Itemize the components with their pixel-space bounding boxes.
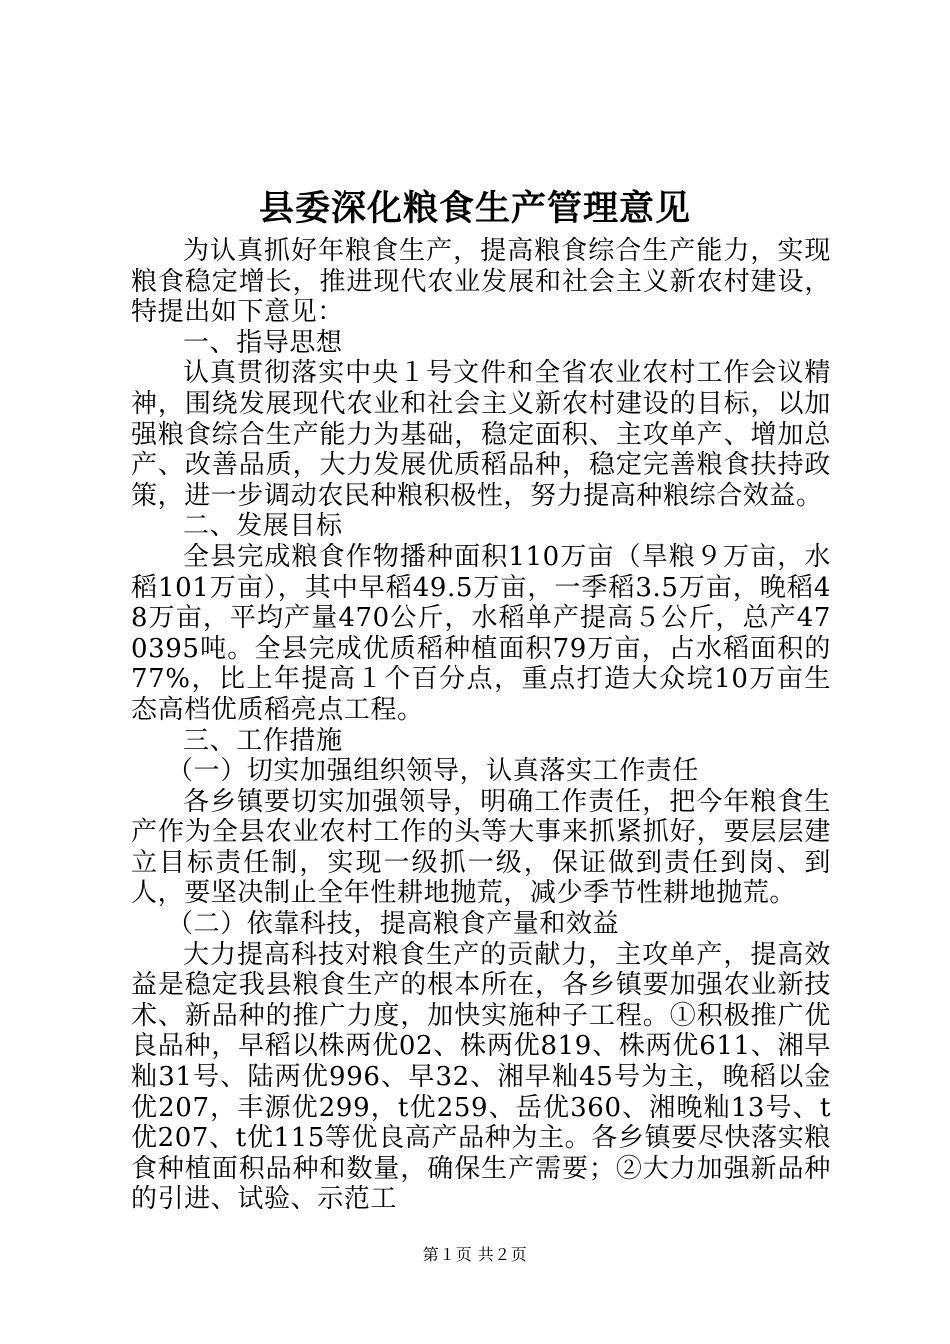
- science-technology-paragraph: 大力提高科技对粮食生产的贡献力，主攻单产，提高效益是稳定我县粮食生产的根本所在，各乡镇要加强农业新技术、新品种的推广力度，加快实施种子工程。①积极推广优良品种，早稻以株两优02、株两优819、株两优611、湘早籼31号、陆两优996、早32、湘早籼45号为主，晚稻以金优207，丰源优299，t优259、岳优360、湘晚籼13号、t优207、t优115等优良高产品种为主。各乡镇要尽快落实粮食种植面积品种和数量，确保生产需要；②大力加强新品种的引进、试验、示范工: [131, 939, 831, 1215]
- page-number-footer: 第１页 共２页: [422, 1245, 528, 1264]
- intro-paragraph: 为认真抓好年粮食生产，提高粮食综合生产能力，实现粮食稳定增长，推进现代农业发展和社会主义新农村建设，特提出如下意见：: [131, 236, 831, 328]
- section-heading-work-measures: 三、工作措施: [183, 725, 343, 756]
- development-goals-paragraph: 全县完成粮食作物播种面积110万亩（旱粮９万亩，水稻101万亩），其中早稻49.5万亩，一季稻3.5万亩，晚稻48万亩，平均产量470公斤，水稻单产提高５公斤，总产470395吨。全县完成优质稻种植面积79万亩，占水稻面积的77%，比上年提高１个百分点，重点打造大众垸10万亩生态高档优质稻亮点工程。: [131, 541, 831, 725]
- organization-leadership-paragraph: 各乡镇要切实加强领导，明确工作责任，把今年粮食生产作为全县农业农村工作的头等大事来抓紧抓好，要层层建立目标责任制，实现一级抓一级，保证做到责任到岗、到人，要坚决制止全年性耕地抛荒，减少季节性耕地抛荒。: [131, 786, 831, 909]
- section-heading-guiding-thought: 一、指导思想: [183, 327, 343, 358]
- document-body: [131, 236, 831, 1215]
- section-heading-development-goals: 二、发展目标: [183, 511, 343, 542]
- subheading-organization-leadership: （一）切实加强组织领导，认真落实工作责任: [167, 756, 700, 787]
- subheading-science-technology: （二）依靠科技，提高粮食产量和效益: [167, 909, 620, 940]
- document-title: 县委深化粮食生产管理意见: [258, 188, 691, 229]
- guiding-thought-paragraph: 认真贯彻落实中央１号文件和全省农业农村工作会议精神，围绕发展现代农业和社会主义新农村建设的目标，以加强粮食综合生产能力为基础，稳定面积、主攻单产、增加总产、改善品质，大力发展优质稻品种，稳定完善粮食扶持政策，进一步调动农民种粮积极性，努力提高种粮综合效益。: [131, 358, 831, 511]
